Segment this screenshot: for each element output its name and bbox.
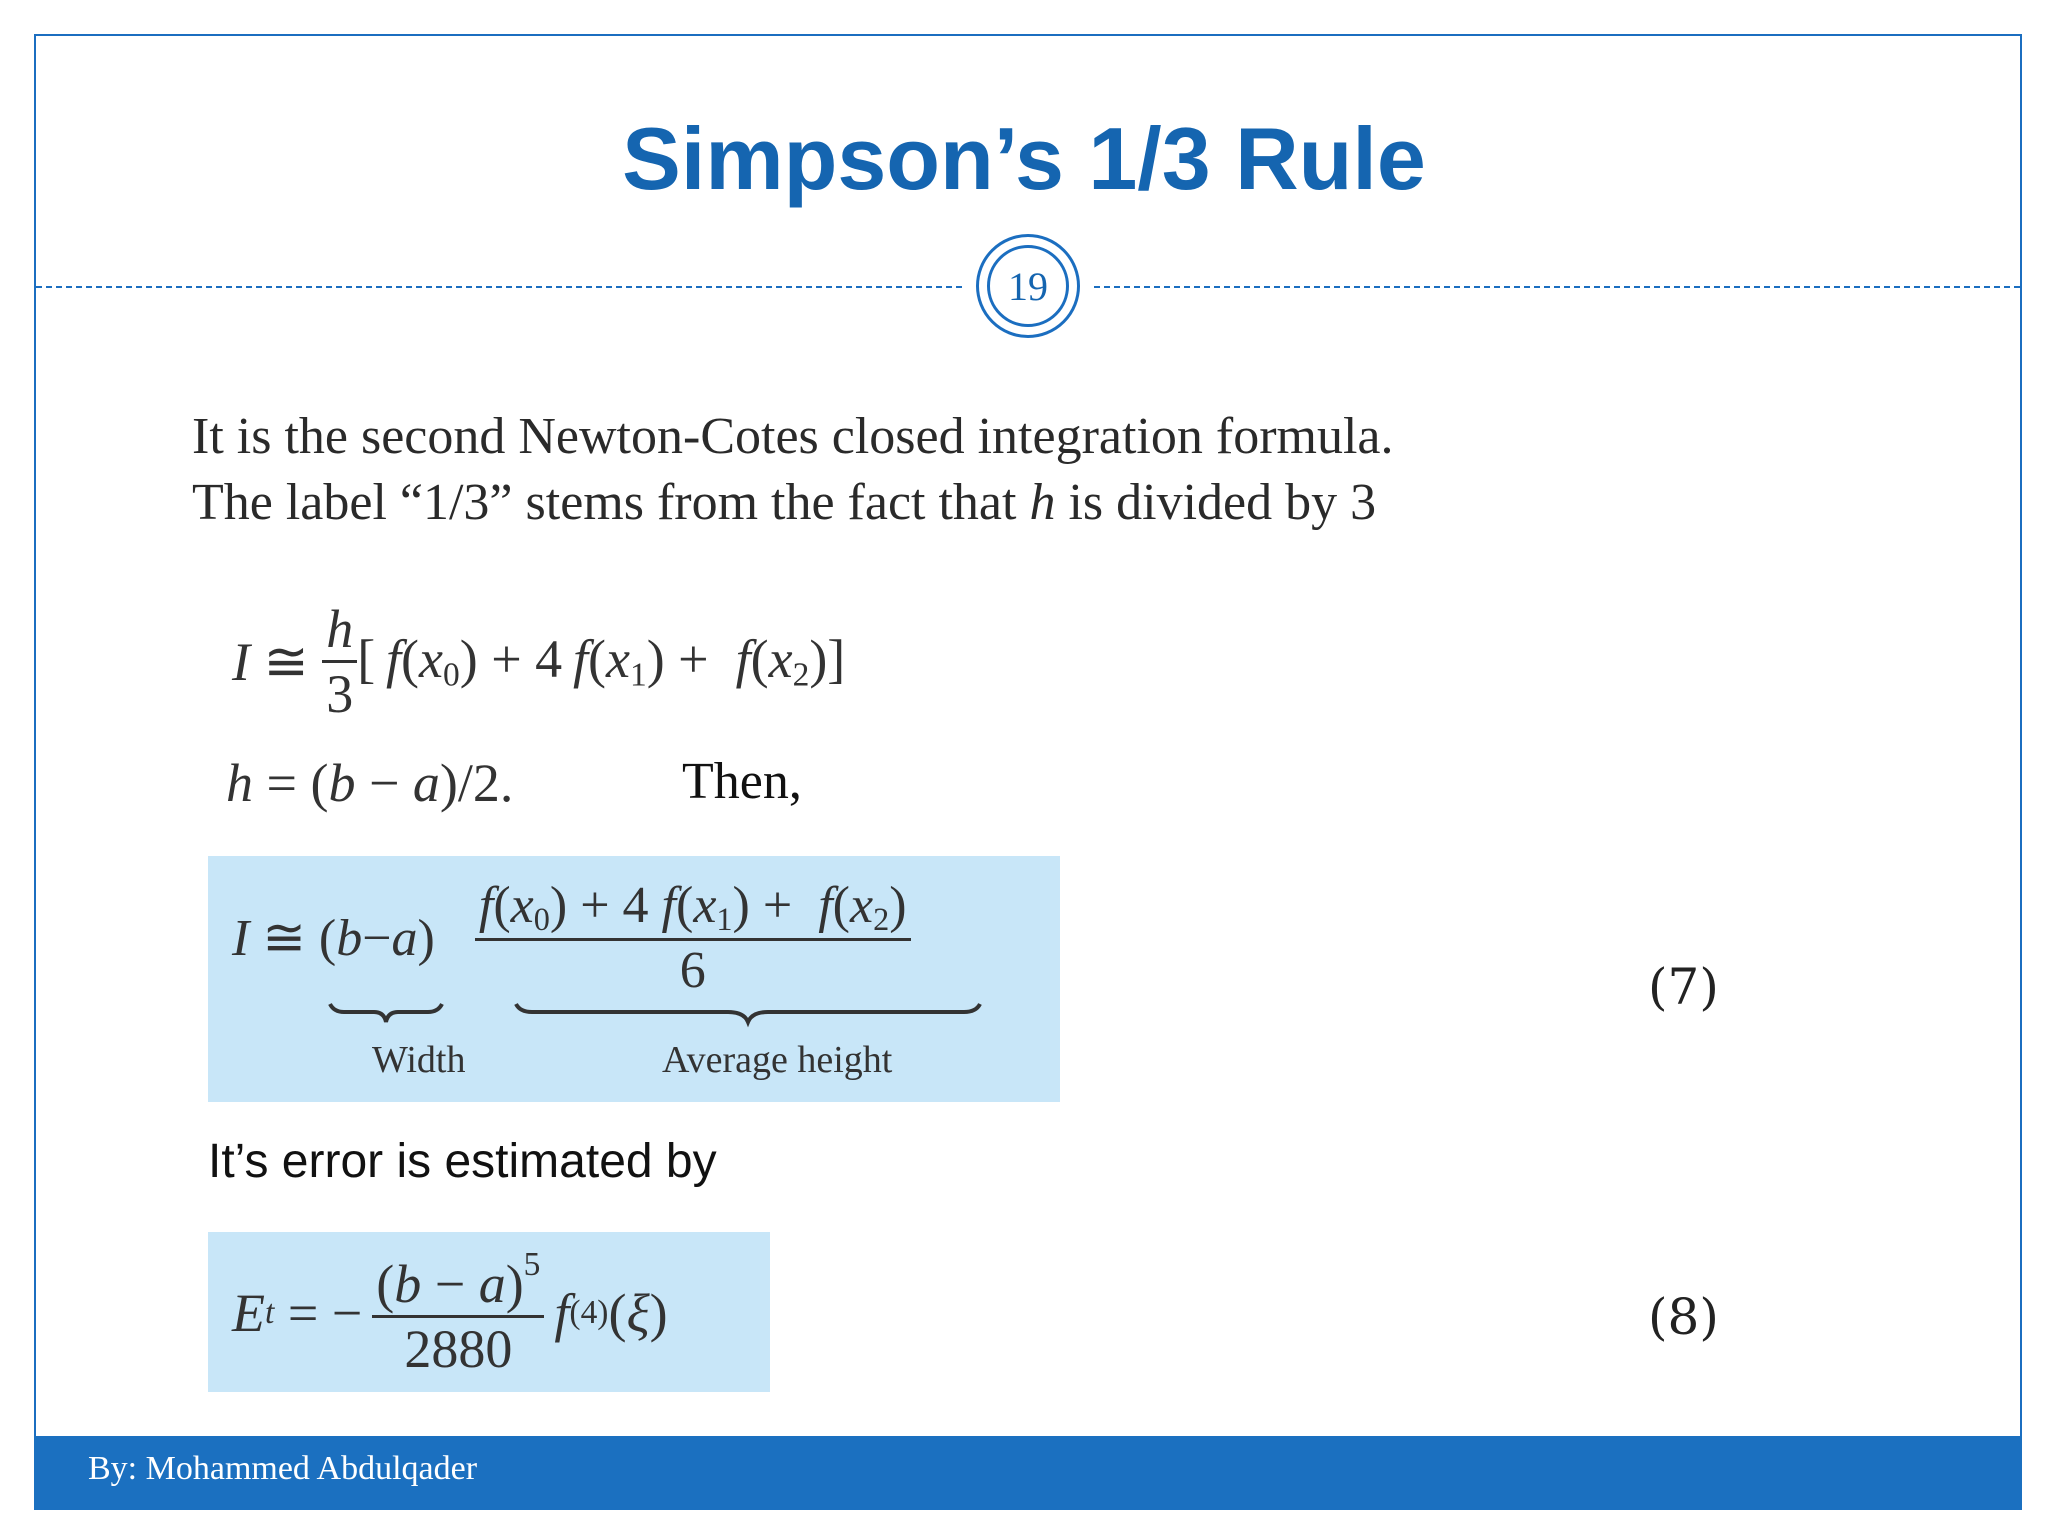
footer-bar xyxy=(34,1436,2022,1510)
equation-8-box xyxy=(208,1232,770,1392)
underbraces xyxy=(208,856,1060,1102)
divider-left xyxy=(36,286,962,288)
intro-line-2: The label “1/3” stems from the fact that h is divided by 3 xyxy=(192,474,1377,531)
slide-title: Simpson’s 1/3 Rule xyxy=(622,109,1426,208)
then-text: Then, xyxy=(682,753,802,810)
equation-8-number: (8) xyxy=(1648,1288,1719,1346)
equation-7-box xyxy=(208,856,1060,1102)
page-number: 19 xyxy=(987,245,1069,327)
intro-line-1: It is the second Newton-Cotes closed integration formula. xyxy=(192,408,1394,465)
equation-8: E t = − $\frac{(b - a)^5}{2880}$ f (4) ( ξ ) xyxy=(232,1246,668,1379)
average-height-label: Average height xyxy=(662,1039,893,1081)
h-over-3-fraction: $\frac{h}{3}$ xyxy=(322,598,357,725)
divider-right xyxy=(1094,286,2020,288)
footer-author: By: Mohammed Abdulqader xyxy=(88,1450,478,1487)
width-label: Width xyxy=(372,1039,466,1081)
equation-7: I ≅ ( b − a ) $\frac{f(x_0) + 4 f(x_1) + f(x_2)}{6}$ xyxy=(232,876,911,1000)
equation-7-number: (7) xyxy=(1648,958,1719,1016)
step-size-formula: h = (b − a)/2. xyxy=(226,753,514,813)
error-text: It’s error is estimated by xyxy=(208,1135,717,1188)
page-number-badge xyxy=(976,234,1080,338)
intro-text xyxy=(192,404,1393,536)
simpson-formula: I ≅ $\frac{h}{3}$ [ $f(x_0) + 4$ $f(x_1) + f(x_2)$] xyxy=(232,599,846,724)
